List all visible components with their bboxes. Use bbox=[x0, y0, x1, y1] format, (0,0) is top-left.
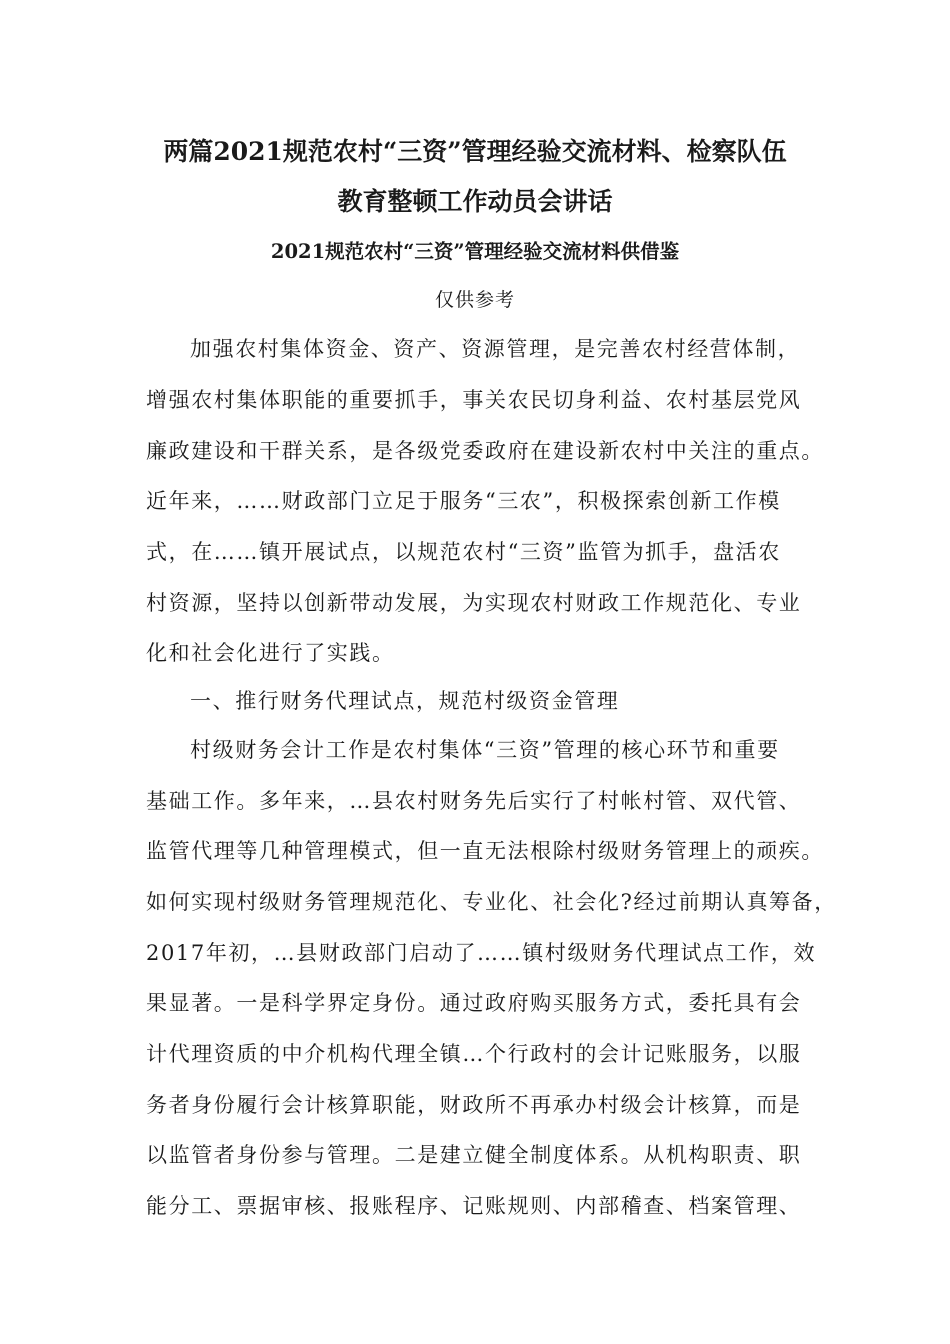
reference-note: 仅供参考 bbox=[434, 289, 515, 311]
body-line: 基础工作。多年来，…县农村财务先后实行了村帐村管、双代管、 bbox=[146, 789, 802, 813]
body-line: 果显著。一是科学界定身份。通过政府购买服务方式，委托具有会 bbox=[146, 991, 802, 1015]
body-line: 式，在……镇开展试点，以规范农村“三资”监管为抓手，盘活农 bbox=[146, 540, 781, 564]
body-line: 加强农村集体资金、资产、资源管理，是完善农村经营体制， bbox=[190, 337, 801, 361]
document-title-line-1: 两篇2021规范农村“三资”管理经验交流材料、检察队伍 bbox=[163, 137, 787, 166]
body-line: 村级财务会计工作是农村集体“三资”管理的核心环节和重要 bbox=[190, 738, 780, 762]
body-line: 计代理资质的中介机构代理全镇…个行政村的会计记账服务，以服 bbox=[146, 1042, 802, 1066]
section-heading: 一、推行财务代理试点，规范村级资金管理 bbox=[190, 689, 620, 713]
body-line: 务者身份履行会计核算职能，财政所不再承办村级会计核算，而是 bbox=[146, 1093, 802, 1117]
body-line: 村资源，坚持以创新带动发展，为实现农村财政工作规范化、专业 bbox=[146, 591, 802, 615]
body-line: 廉政建设和干群关系，是各级党委政府在建设新农村中关注的重点。 bbox=[146, 439, 824, 463]
body-line: 近年来，……财政部门立足于服务“三农”，积极探索创新工作模 bbox=[146, 489, 781, 513]
body-line: 如何实现村级财务管理规范化、专业化、社会化?经过前期认真筹备， bbox=[146, 890, 837, 914]
document-title-line-2: 教育整顿工作动员会讲话 bbox=[337, 187, 613, 216]
body-line: 2017年初，…县财政部门启动了……镇村级财务代理试点工作，效 bbox=[146, 941, 817, 965]
body-line: 监管代理等几种管理模式，但一直无法根除村级财务管理上的顽疾。 bbox=[146, 839, 824, 863]
body-line: 增强农村集体职能的重要抓手，事关农民切身利益、农村基层党风 bbox=[146, 388, 802, 412]
document-subtitle: 2021规范农村“三资”管理经验交流材料供借鉴 bbox=[270, 240, 680, 263]
body-line: 能分工、票据审核、报账程序、记账规则、内部稽查、档案管理、 bbox=[146, 1194, 802, 1218]
body-line: 以监管者身份参与管理。二是建立健全制度体系。从机构职责、职 bbox=[146, 1143, 802, 1167]
body-line: 化和社会化进行了实践。 bbox=[146, 641, 395, 665]
